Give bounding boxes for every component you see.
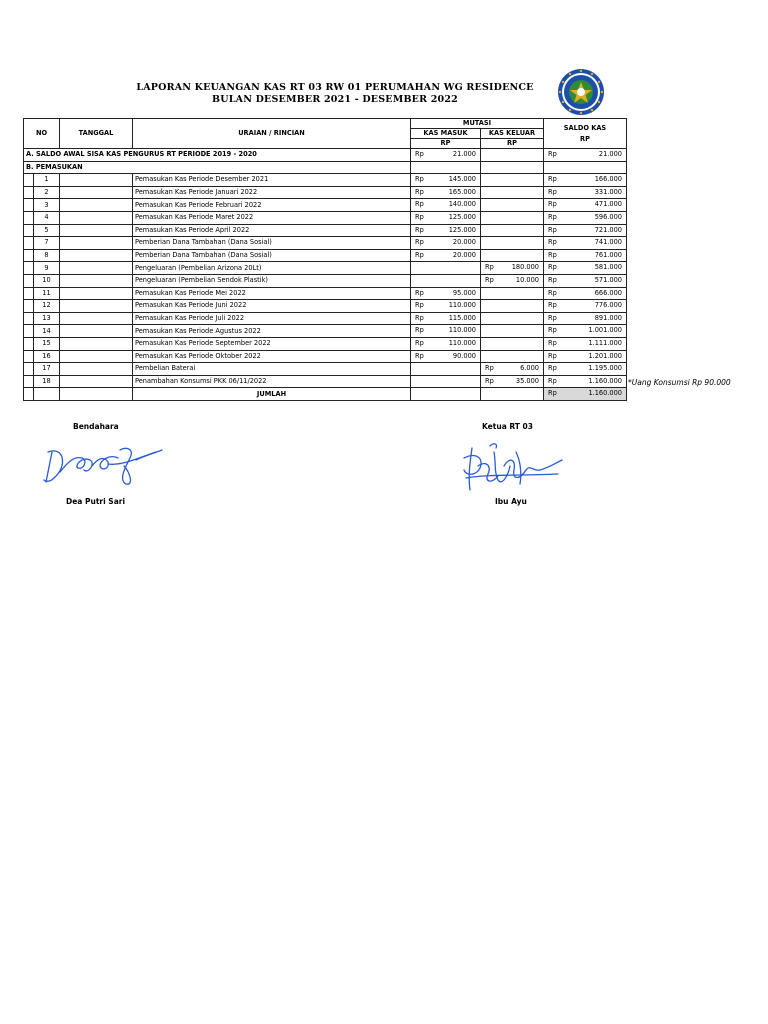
row-kas-keluar <box>481 300 544 313</box>
row-saldo <box>544 186 627 199</box>
row-tanggal <box>60 300 133 313</box>
row-no: 5 <box>34 224 60 237</box>
row-margin-cell <box>24 211 34 224</box>
row-no: 12 <box>34 300 60 313</box>
amount: 1.111.000 <box>588 338 622 347</box>
section-b-row <box>24 161 627 174</box>
amount: 1.160.000 <box>588 376 622 385</box>
section-a-masuk <box>411 149 481 162</box>
col-saldo-header <box>544 119 627 149</box>
row-kas-keluar <box>481 274 544 287</box>
row-kas-keluar <box>481 287 544 300</box>
currency-label: Rp <box>548 150 557 158</box>
row-kas-masuk <box>411 249 481 262</box>
currency-label: Rp <box>485 364 494 373</box>
row-kas-masuk <box>411 224 481 237</box>
row-kas-masuk <box>411 174 481 187</box>
amount: 1.195.000 <box>588 364 622 373</box>
row-kas-masuk <box>411 312 481 325</box>
row-saldo <box>544 224 627 237</box>
row-tanggal <box>60 375 133 388</box>
row-tanggal <box>60 337 133 350</box>
table-row <box>24 237 627 250</box>
row-uraian: Pemasukan Kas Periode Agustus 2022 <box>133 325 411 338</box>
amount: 10.000 <box>515 275 539 284</box>
currency-label: Rp <box>415 250 424 259</box>
row-kas-keluar <box>481 375 544 388</box>
section-a-saldo <box>544 149 627 162</box>
rt-emblem-icon <box>557 68 605 116</box>
amount: 21.000 <box>598 150 622 158</box>
treasurer-label: Bendahara <box>73 422 119 431</box>
row-kas-masuk <box>411 262 481 275</box>
row-uraian: Pemberian Dana Tambahan (Dana Sosial) <box>133 237 411 250</box>
amount: 110.000 <box>448 338 476 347</box>
currency-label: Rp <box>548 200 557 209</box>
table-row <box>24 350 627 363</box>
table-row <box>24 287 627 300</box>
consumption-note: *Uang Konsumsi Rp 90.000 <box>628 378 731 387</box>
row-no: 9 <box>34 262 60 275</box>
empty-cell <box>411 161 481 174</box>
currency-label: Rp <box>415 313 424 322</box>
row-uraian: Pemasukan Kas Periode Juni 2022 <box>133 300 411 313</box>
row-kas-keluar <box>481 312 544 325</box>
table-row <box>24 363 627 376</box>
row-uraian: Pemasukan Kas Periode Oktober 2022 <box>133 350 411 363</box>
row-no: 2 <box>34 186 60 199</box>
row-saldo <box>544 287 627 300</box>
amount: 20.000 <box>452 238 476 247</box>
row-uraian: Pemasukan Kas Periode Maret 2022 <box>133 211 411 224</box>
currency-label: Rp <box>548 288 557 297</box>
row-tanggal <box>60 186 133 199</box>
col-mutasi-header: MUTASI <box>411 119 544 129</box>
row-tanggal <box>60 224 133 237</box>
currency-label: Rp <box>548 238 557 247</box>
amount: 95.000 <box>452 288 476 297</box>
currency-label: Rp <box>548 376 557 385</box>
row-kas-masuk <box>411 287 481 300</box>
table-row <box>24 186 627 199</box>
amount: 596.000 <box>594 212 622 221</box>
currency-label: Rp <box>415 200 424 209</box>
amount: 1.001.000 <box>588 326 622 335</box>
row-no: 13 <box>34 312 60 325</box>
row-kas-keluar <box>481 186 544 199</box>
currency-label: Rp <box>548 338 557 347</box>
row-no: 8 <box>34 249 60 262</box>
row-kas-keluar <box>481 224 544 237</box>
row-saldo <box>544 337 627 350</box>
col-no-header: NO <box>24 119 60 149</box>
row-saldo <box>544 199 627 212</box>
currency-label: Rp <box>548 175 557 184</box>
treasurer-signature <box>38 436 168 492</box>
empty-cell <box>544 161 627 174</box>
amount: 891.000 <box>594 313 622 322</box>
row-saldo <box>544 363 627 376</box>
header-row <box>24 119 627 129</box>
row-tanggal <box>60 249 133 262</box>
row-saldo <box>544 325 627 338</box>
currency-label: Rp <box>548 212 557 221</box>
currency-label: Rp <box>548 263 557 272</box>
amount: 20.000 <box>452 250 476 259</box>
currency-label: Rp <box>485 275 494 284</box>
row-no: 17 <box>34 363 60 376</box>
row-tanggal <box>60 350 133 363</box>
section-a-keluar <box>481 149 544 162</box>
row-uraian: Pemasukan Kas Periode Mei 2022 <box>133 287 411 300</box>
currency-label: Rp <box>415 301 424 310</box>
row-no: 11 <box>34 287 60 300</box>
row-tanggal <box>60 174 133 187</box>
row-kas-keluar <box>481 237 544 250</box>
row-kas-keluar <box>481 350 544 363</box>
row-tanggal <box>60 237 133 250</box>
row-no: 1 <box>34 174 60 187</box>
amount: 721.000 <box>594 225 622 234</box>
col-kas-masuk-header: KAS MASUK <box>411 129 481 139</box>
row-kas-keluar <box>481 211 544 224</box>
jumlah-label: JUMLAH <box>133 388 411 401</box>
currency-label: Rp <box>548 313 557 322</box>
table-row <box>24 199 627 212</box>
total-row <box>24 388 627 401</box>
row-kas-masuk <box>411 274 481 287</box>
amount: 145.000 <box>448 175 476 184</box>
currency-label: Rp <box>415 175 424 184</box>
amount: 110.000 <box>448 301 476 310</box>
amount: 1.201.000 <box>588 351 622 360</box>
col-tanggal-header: TANGGAL <box>60 119 133 149</box>
amount: 21.000 <box>452 150 476 158</box>
col-saldo-label: SALDO KAS <box>563 123 607 132</box>
row-margin-cell <box>24 262 34 275</box>
row-saldo <box>544 249 627 262</box>
row-saldo <box>544 262 627 275</box>
row-uraian: Pemasukan Kas Periode Januari 2022 <box>133 186 411 199</box>
row-no: 16 <box>34 350 60 363</box>
currency-label: Rp <box>548 275 557 284</box>
currency-label: Rp <box>415 238 424 247</box>
row-margin-cell <box>24 325 34 338</box>
row-tanggal <box>60 262 133 275</box>
table-row <box>24 274 627 287</box>
currency-label: Rp <box>548 187 557 196</box>
amount: 1.160.000 <box>588 389 622 398</box>
chairperson-name: Ibu Ayu <box>495 497 527 506</box>
row-kas-keluar <box>481 325 544 338</box>
row-margin-cell <box>24 237 34 250</box>
row-saldo <box>544 350 627 363</box>
chairperson-signature <box>458 436 568 496</box>
row-uraian: Pemasukan Kas Periode Februari 2022 <box>133 199 411 212</box>
row-no: 10 <box>34 274 60 287</box>
row-margin-cell <box>24 375 34 388</box>
row-margin-cell <box>24 300 34 313</box>
currency-label: Rp <box>548 225 557 234</box>
row-no: 18 <box>34 375 60 388</box>
amount: 110.000 <box>448 326 476 335</box>
table-row <box>24 174 627 187</box>
currency-label: Rp <box>485 376 494 385</box>
row-saldo <box>544 375 627 388</box>
empty-cell <box>24 388 34 401</box>
row-saldo <box>544 300 627 313</box>
row-tanggal <box>60 211 133 224</box>
row-margin-cell <box>24 199 34 212</box>
table-row <box>24 375 627 388</box>
row-no: 3 <box>34 199 60 212</box>
table-row <box>24 337 627 350</box>
col-kas-keluar-header: KAS KELUAR <box>481 129 544 139</box>
row-margin-cell <box>24 274 34 287</box>
row-tanggal <box>60 363 133 376</box>
row-margin-cell <box>24 224 34 237</box>
row-tanggal <box>60 274 133 287</box>
amount: 581.000 <box>594 263 622 272</box>
col-kas-masuk-rp: RP <box>411 139 481 149</box>
row-kas-masuk <box>411 350 481 363</box>
col-uraian-header: URAIAN / RINCIAN <box>133 119 411 149</box>
row-no: 7 <box>34 237 60 250</box>
currency-label: Rp <box>415 288 424 297</box>
row-kas-masuk <box>411 325 481 338</box>
row-saldo <box>544 237 627 250</box>
row-uraian: Pengeluaran (Pembelian Arizona 20Lt) <box>133 262 411 275</box>
empty-cell <box>411 388 481 401</box>
col-kas-keluar-rp: RP <box>481 139 544 149</box>
row-uraian: Pengeluaran (Pembelian Sendok Plastik) <box>133 274 411 287</box>
row-no: 15 <box>34 337 60 350</box>
row-uraian: Pemberian Dana Tambahan (Dana Sosial) <box>133 249 411 262</box>
amount: 115.000 <box>448 313 476 322</box>
row-uraian: Penambahan Konsumsi PKK 06/11/2022 <box>133 375 411 388</box>
amount: 571.000 <box>594 275 622 284</box>
amount: 165.000 <box>448 187 476 196</box>
row-tanggal <box>60 312 133 325</box>
section-a-row <box>24 149 627 162</box>
row-saldo <box>544 274 627 287</box>
currency-label: Rp <box>548 389 557 398</box>
amount: 125.000 <box>448 212 476 221</box>
row-kas-keluar <box>481 249 544 262</box>
currency-label: Rp <box>548 351 557 360</box>
row-no: 4 <box>34 211 60 224</box>
row-kas-keluar <box>481 363 544 376</box>
currency-label: Rp <box>548 250 557 259</box>
section-b-label: B. PEMASUKAN <box>24 161 411 174</box>
table-row <box>24 262 627 275</box>
row-uraian: Pembelian Baterai <box>133 363 411 376</box>
row-margin-cell <box>24 363 34 376</box>
currency-label: Rp <box>415 187 424 196</box>
report-period: BULAN DESEMBER 2021 - DESEMBER 2022 <box>212 94 458 105</box>
row-margin-cell <box>24 350 34 363</box>
currency-label: Rp <box>485 263 494 272</box>
row-kas-masuk <box>411 363 481 376</box>
row-kas-masuk <box>411 186 481 199</box>
empty-cell <box>60 388 133 401</box>
row-kas-keluar <box>481 199 544 212</box>
currency-label: Rp <box>415 338 424 347</box>
row-kas-masuk <box>411 211 481 224</box>
row-no: 14 <box>34 325 60 338</box>
table-row <box>24 325 627 338</box>
row-tanggal <box>60 199 133 212</box>
table-row <box>24 312 627 325</box>
jumlah-saldo <box>544 388 627 401</box>
currency-label: Rp <box>415 212 424 221</box>
empty-cell <box>34 388 60 401</box>
row-margin-cell <box>24 287 34 300</box>
row-uraian: Pemasukan Kas Periode Desember 2021 <box>133 174 411 187</box>
row-margin-cell <box>24 186 34 199</box>
currency-label: Rp <box>548 364 557 373</box>
amount: 471.000 <box>594 200 622 209</box>
row-tanggal <box>60 325 133 338</box>
row-margin-cell <box>24 337 34 350</box>
row-saldo <box>544 312 627 325</box>
row-kas-keluar <box>481 262 544 275</box>
treasurer-name: Dea Putri Sari <box>66 497 126 506</box>
amount: 125.000 <box>448 225 476 234</box>
row-tanggal <box>60 287 133 300</box>
chairperson-label: Ketua RT 03 <box>482 422 533 431</box>
row-kas-masuk <box>411 300 481 313</box>
table-row <box>24 211 627 224</box>
row-kas-masuk <box>411 375 481 388</box>
amount: 741.000 <box>594 238 622 247</box>
row-kas-keluar <box>481 337 544 350</box>
row-margin-cell <box>24 249 34 262</box>
currency-label: Rp <box>548 301 557 310</box>
table-row <box>24 249 627 262</box>
row-saldo <box>544 174 627 187</box>
row-kas-masuk <box>411 199 481 212</box>
currency-label: Rp <box>415 351 424 360</box>
currency-label: Rp <box>415 225 424 234</box>
currency-label: Rp <box>548 326 557 335</box>
table-row <box>24 224 627 237</box>
empty-cell <box>481 388 544 401</box>
amount: 331.000 <box>594 187 622 196</box>
amount: 35.000 <box>515 376 539 385</box>
amount: 6.000 <box>520 364 539 373</box>
row-kas-masuk <box>411 237 481 250</box>
amount: 90.000 <box>452 351 476 360</box>
row-kas-keluar <box>481 174 544 187</box>
cash-report-table <box>23 118 627 401</box>
amount: 180.000 <box>511 263 539 272</box>
row-uraian: Pemasukan Kas Periode September 2022 <box>133 337 411 350</box>
row-kas-masuk <box>411 337 481 350</box>
col-saldo-rp: RP <box>580 134 590 143</box>
amount: 140.000 <box>448 200 476 209</box>
amount: 776.000 <box>594 301 622 310</box>
table-row <box>24 300 627 313</box>
row-margin-cell <box>24 312 34 325</box>
amount: 666.000 <box>594 288 622 297</box>
amount: 166.000 <box>594 175 622 184</box>
row-saldo <box>544 211 627 224</box>
transaction-rows <box>24 174 627 388</box>
report-title: LAPORAN KEUANGAN KAS RT 03 RW 01 PERUMAHAN WG RESIDENCE <box>136 82 534 93</box>
currency-label: Rp <box>415 326 424 335</box>
empty-cell <box>481 161 544 174</box>
amount: 761.000 <box>594 250 622 259</box>
row-uraian: Pemasukan Kas Periode April 2022 <box>133 224 411 237</box>
row-uraian: Pemasukan Kas Periode Juli 2022 <box>133 312 411 325</box>
row-margin-cell <box>24 174 34 187</box>
section-a-label: A. SALDO AWAL SISA KAS PENGURUS RT PERIODE 2019 - 2020 <box>24 149 411 162</box>
currency-label: Rp <box>415 150 424 158</box>
